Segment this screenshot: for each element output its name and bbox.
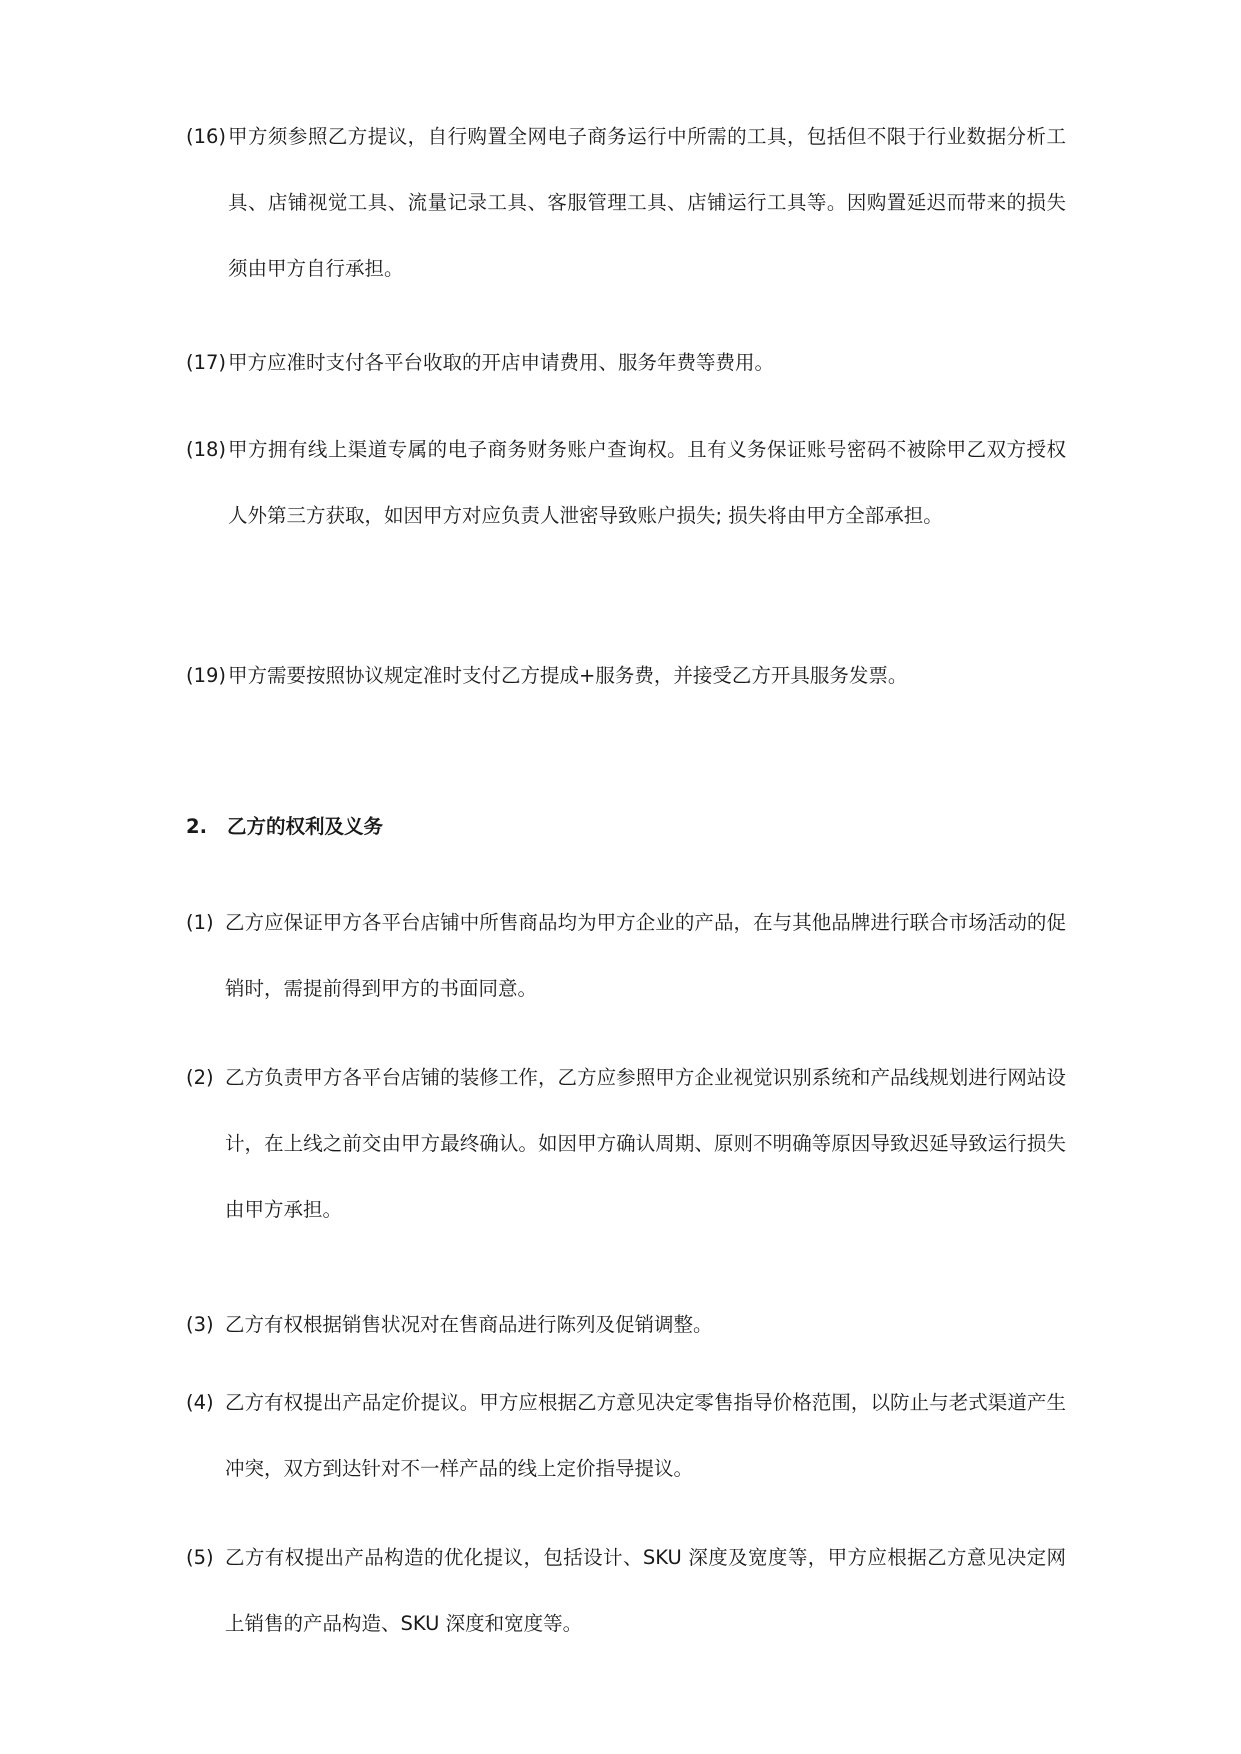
clause-text: 乙方负责甲方各平台店铺的装修工作，乙方应参照甲方企业视觉识别系统和产品线规划进行网站设计，在上线之前交由甲方最终确认。如因甲方确认周期、原则不明确等原因导致迟延导致运行损失由甲方承担。 bbox=[225, 1066, 1066, 1221]
clause-text: 甲方须参照乙方提议，自行购置全网电子商务运行中所需的工具，包括但不限于行业数据分析工具、店铺视觉工具、流量记录工具、客服管理工具、店铺运行工具等。因购置延迟而带来的损失须由甲方自行承担。 bbox=[228, 125, 1066, 280]
clause-text: 甲方需要按照协议规定准时支付乙方提成+服务费，并接受乙方开具服务发票。 bbox=[228, 664, 908, 687]
clause-number: (16) bbox=[186, 125, 227, 148]
clause-number: (1) bbox=[186, 911, 214, 934]
clause-item bbox=[186, 890, 1066, 1022]
clause-number: (2) bbox=[186, 1066, 214, 1089]
clause-text: 甲方应准时支付各平台收取的开店申请费用、服务年费等费用。 bbox=[228, 351, 775, 374]
clause-text: 甲方拥有线上渠道专属的电子商务财务账户查询权。且有义务保证账号密码不被除甲乙双方授权人外第三方获取，如因甲方对应负责人泄密导致账户损失; 损失将由甲方全部承担。 bbox=[228, 438, 1066, 527]
clause-number: (4) bbox=[186, 1391, 214, 1414]
clause-text: 乙方有权提出产品定价提议。甲方应根据乙方意见决定零售指导价格范围，以防止与老式渠道产生冲突，双方到达针对不一样产品的线上定价指导提议。 bbox=[225, 1391, 1066, 1480]
clause-text: 乙方应保证甲方各平台店铺中所售商品均为甲方企业的产品，在与其他品牌进行联合市场活动的促销时，需提前得到甲方的书面同意。 bbox=[225, 911, 1066, 1000]
clause-item bbox=[186, 1525, 1066, 1657]
clause-number: (19) bbox=[186, 664, 227, 687]
clause-item bbox=[186, 1370, 1066, 1502]
clause-number: (3) bbox=[186, 1313, 214, 1336]
clause-item bbox=[186, 1045, 1066, 1243]
clause-item bbox=[186, 643, 1066, 709]
clause-number: (5) bbox=[186, 1546, 214, 1569]
section-number: 2. bbox=[186, 815, 207, 838]
clause-text: 乙方有权根据销售状况对在售商品进行陈列及促销调整。 bbox=[225, 1313, 713, 1336]
clause-text: 乙方有权提出产品构造的优化提议，包括设计、SKU 深度及宽度等，甲方应根据乙方意见决定网上销售的产品构造、SKU 深度和宽度等。 bbox=[225, 1546, 1066, 1635]
clause-item bbox=[186, 417, 1066, 549]
section-heading bbox=[186, 806, 383, 848]
clause-item bbox=[186, 104, 1066, 302]
section-title: 乙方的权利及义务 bbox=[227, 815, 384, 838]
clause-number: (17) bbox=[186, 351, 227, 374]
clause-number: (18) bbox=[186, 438, 227, 461]
clause-item bbox=[186, 330, 1066, 396]
clause-item bbox=[186, 1292, 1066, 1358]
